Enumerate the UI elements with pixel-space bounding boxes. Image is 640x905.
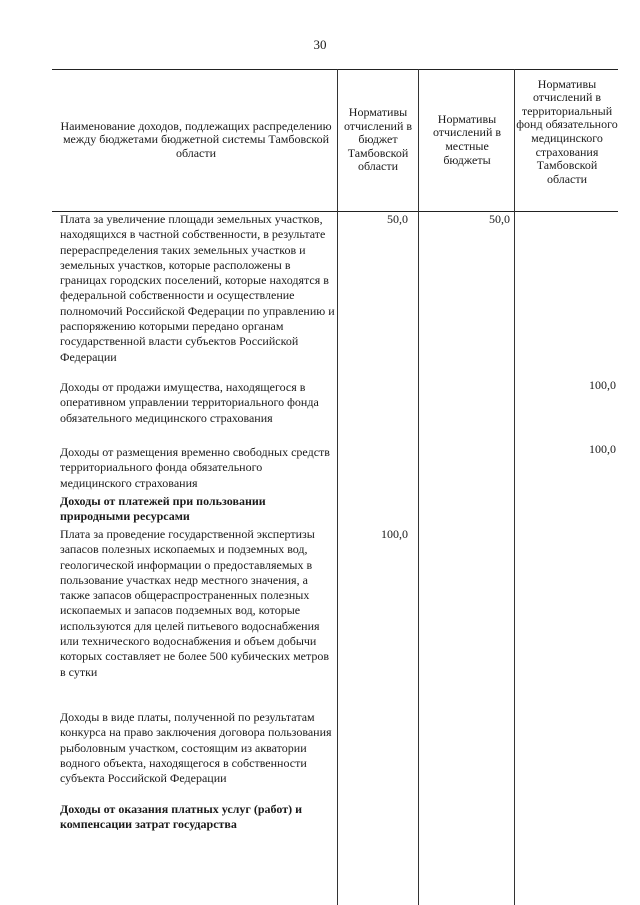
row-income-name: Доходы в виде платы, полученной по результатам конкурса на право заключения договора пользования рыболовным участком, состоящим из акватории водного объекта, находящегося в собственности субъекта Российской Федерации: [60, 710, 332, 786]
row-tfoms-value: 100,0: [589, 378, 616, 392]
row-income-name: Плата за проведение государственной экспертизы запасов полезных ископаемых и подземных вод, геологической информации о предоставляемых в пользование участках недр местного значения, а также запасов общераспространенных полезных ископаемых и запасов подземных вод, которые используются для целей питьевого водоснабжения или технического водоснабжения и объем добычи которых составляет не более 500 кубических метров в сутки: [60, 527, 330, 679]
column-divider: [514, 69, 515, 905]
row-tfoms-value: 100,0: [589, 442, 616, 456]
header-income-name: Наименование доходов, подлежащих распределению между бюджетами бюджетной системы Тамбовской области: [60, 118, 332, 160]
header-local-budgets: Нормативы отчислений в местные бюджеты: [432, 111, 502, 167]
row-section-heading: Доходы от платежей при пользовании природными ресурсами: [60, 494, 266, 524]
row-income-name: Плата за увеличение площади земельных участков, находящихся в частной собственности, в результате перераспределения таких земельных участков и земельных участков, которые расположены в границах городских поселений, которые находятся в федеральной собственности и осуществление полномочий Российской Федерации по управлению и распоряжению которыми передано органам государственной власти субъектов Российской Федерации: [60, 212, 335, 364]
header-regional-budget: Нормативы отчислений в бюджет Тамбовской области: [343, 105, 413, 174]
header-tfoms: Нормативы отчислений в территориальный фонд обязательного медицинского страхования Тамбовской области: [516, 76, 618, 186]
row-income-name: Доходы от продажи имущества, находящегося в оперативном управлении территориального фонда обязательного медицинского страхования: [60, 380, 319, 425]
column-divider: [337, 69, 338, 905]
page-number: 30: [313, 37, 327, 52]
row-income-name: Доходы от размещения временно свободных средств территориального фонда обязательного медицинского страхования: [60, 445, 330, 490]
column-divider: [418, 69, 419, 905]
row-regional-value: 100,0: [381, 527, 408, 541]
row-regional-value: 50,0: [387, 212, 408, 226]
row-local-value: 50,0: [489, 212, 510, 226]
row-section-heading: Доходы от оказания платных услуг (работ) и компенсации затрат государства: [60, 802, 303, 832]
